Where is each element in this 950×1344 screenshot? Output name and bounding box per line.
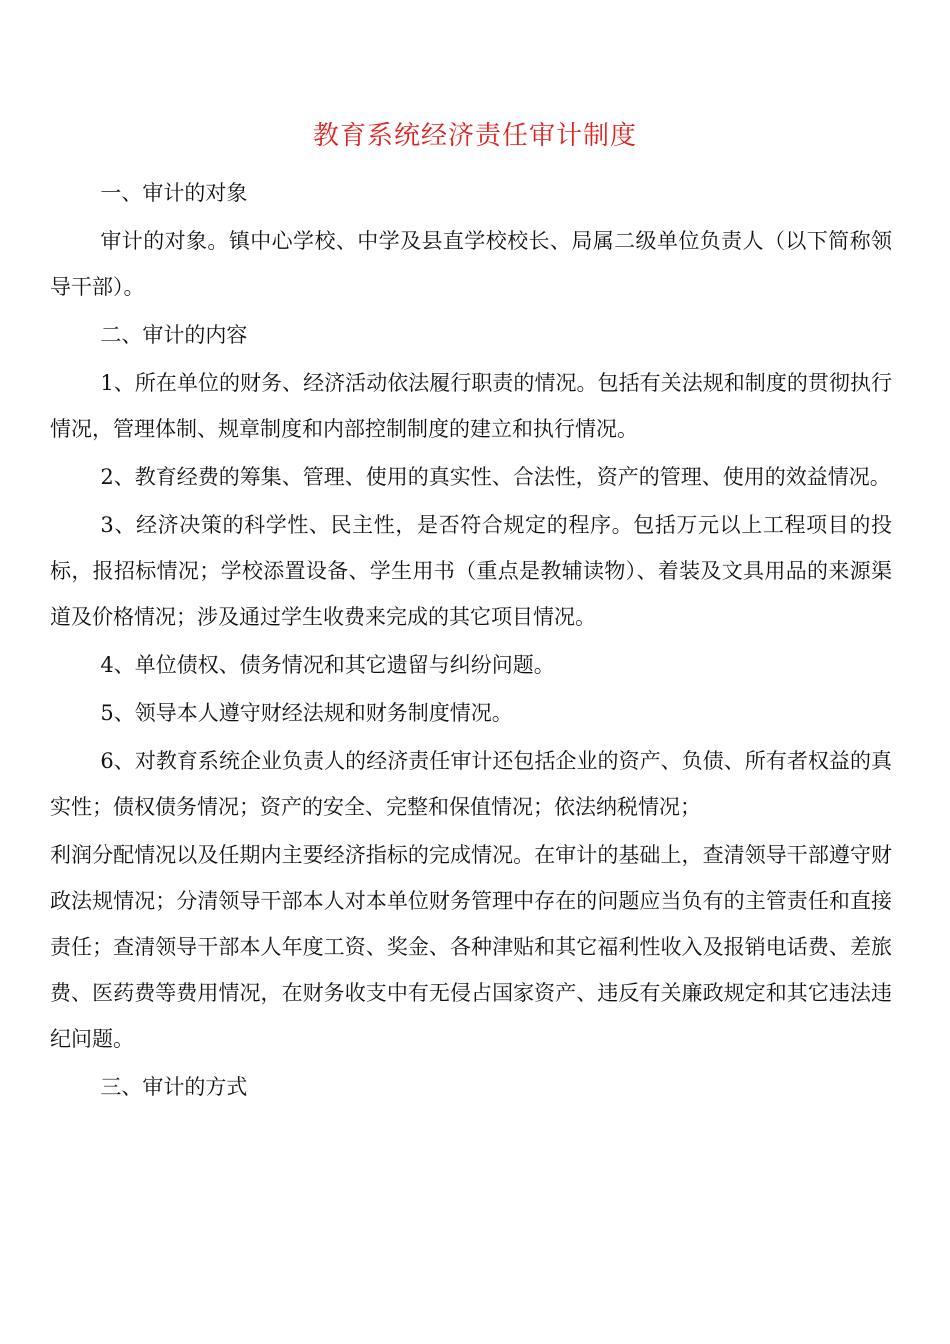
- paragraph-audit-object: 审计的对象。镇中心学校、中学及县直学校校长、局属二级单位负责人（以下简称领导干部）。: [50, 229, 892, 299]
- section-heading-audit-content: 二、审计的内容: [100, 323, 248, 347]
- document-title: 教育系统经济责任审计制度: [312, 121, 637, 151]
- paragraph-item-6-continuation: 利润分配情况以及任期内主要经济指标的完成情况。在审计的基础上，查清领导干部遵守财政法规情况；分清领导干部本人对本单位财务管理中存在的问题应当负有的主管责任和直接责任；查清领导干部本人年度工资、奖金、各种津贴和其它福利性收入及报销电话费、差旅费、医药费等费用情况，在财务收支中有无侵占国家资产、违反有关廉政规定和其它违法违纪问题。: [50, 843, 892, 1051]
- section-heading-audit-method: 三、审计的方式: [100, 1075, 248, 1099]
- paragraph-item-5: 5、领导本人遵守财经法规和财务制度情况。: [100, 701, 513, 725]
- paragraph-item-2: 2、教育经费的筹集、管理、使用的真实性、合法性，资产的管理、使用的效益情况。: [100, 465, 891, 489]
- document-body: [50, 170, 892, 1112]
- paragraph-item-4: 4、单位债权、债务情况和其它遗留与纠纷问题。: [100, 653, 555, 677]
- paragraph-item-6: 6、对教育系统企业负责人的经济责任审计还包括企业的资产、负债、所有者权益的真实性；债权债务情况；资产的安全、完整和保值情况；依法纳税情况；: [50, 749, 892, 819]
- section-heading-audit-object: 一、审计的对象: [100, 181, 248, 205]
- paragraph-item-1: 1、所在单位的财务、经济活动依法履行职责的情况。包括有关法规和制度的贯彻执行情况，管理体制、规章制度和内部控制制度的建立和执行情况。: [50, 371, 892, 441]
- paragraph-item-3: 3、经济决策的科学性、民主性，是否符合规定的程序。包括万元以上工程项目的投标，报招标情况；学校添置设备、学生用书（重点是教辅读物）、着装及文具用品的来源渠道及价格情况；涉及通过学生收费来完成的其它项目情况。: [50, 513, 892, 629]
